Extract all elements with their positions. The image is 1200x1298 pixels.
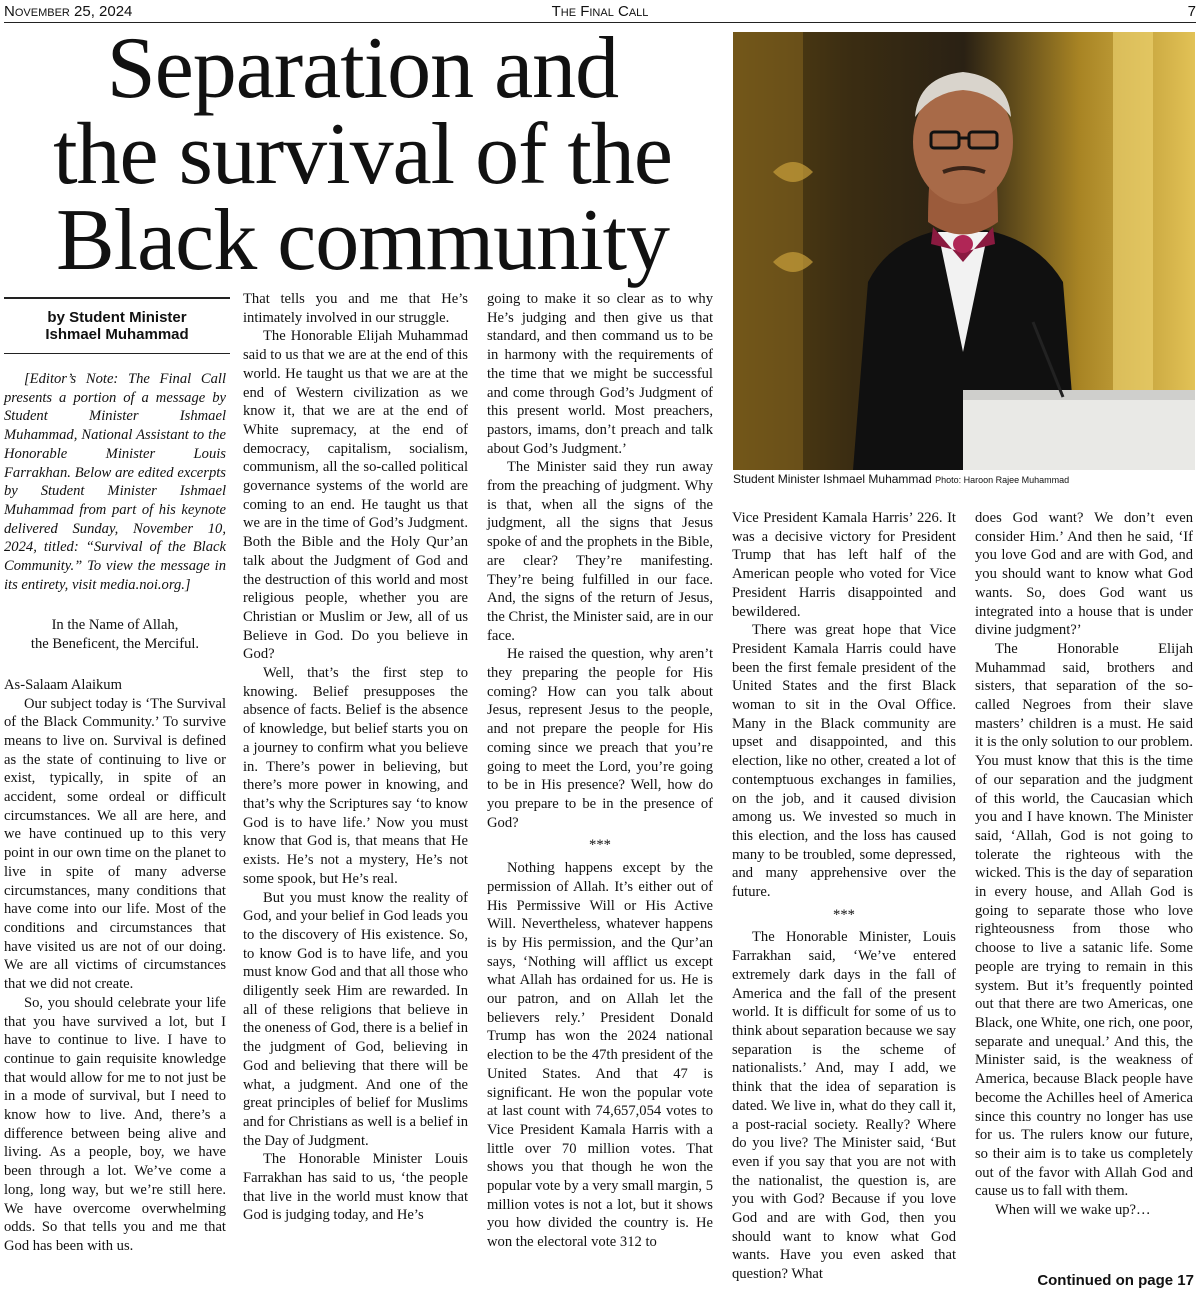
article-column-5 xyxy=(975,509,1193,1220)
article-column-3 xyxy=(487,290,713,1252)
paragraph: That tells you and me that He’s intimately involved in our struggle. xyxy=(243,291,468,326)
invocation-line-2: the Beneficent, the Merciful. xyxy=(30,636,200,653)
paragraph: going to make it so clear as to why He’s judging and then give us that standard, and then command us to be in harmony with the requirements of the time that we might be successful and come through God’s Judgment of this present world. Most preachers, pastors, imams, don’t preach and talk about God’s Judgment.’ xyxy=(487,291,713,457)
paragraph: The Honorable Minister, Louis Farrakhan said, ‘We’ve entered extremely dark days in the fall of America and the fall of the present world. It is difficult for some of us to think about separation because we say separation is the scheme of nationalists.’ And, may I add, we think that the idea of separation is dated. We live in, what do they call it, a post-racial society. Really? Where do you live? The Minister said, ‘But even if you say that you are not with the nationalist, the question is, are you with God? Because if you love God and are with God, then you should want to know what God wants. Have you even asked that question? What xyxy=(732,929,956,1283)
article-column-1 xyxy=(4,370,226,1256)
greeting: As-Salaam Alaikum xyxy=(4,676,122,693)
article-column-4 xyxy=(732,509,956,1284)
speaker-illustration xyxy=(733,32,1195,470)
headline-line-1: Separation and xyxy=(106,20,619,117)
paragraph: There was great hope that Vice President Kamala Harris could have been the first female president of the United States and the first Black woman to sit in the Oval Office. Many in the Black community are upset and disappointed, and this election, like no other, created a lot of contemptuous exchanges in families, on the job, and it caused division among us. We invested so much in this election, and the loss has caused many to be troubled, some depressed, and many apprehensive over the future. xyxy=(732,622,956,901)
paragraph: Our subject today is ‘The Survival of the Black Community.’ To survive means to live on. Survival is defined as the state of continuing to live or exist, typically, in spite of an accident, some ordeal or difficult circumstances. We all are here, and we have continued up to this very point in our own time on the planet to live in spite of many adverse circumstances, many conditions that have come into our life. Most of the conditions and circumstances that have visited us are not of our doing. We are all victims of circumstances that we did not create. xyxy=(4,695,226,993)
headline-line-3: Black community xyxy=(55,192,670,289)
speaker-photo xyxy=(733,32,1195,470)
paragraph: So, you should celebrate your life that you have survived a lot, but I have to continue to live. I have to continue to gain requisite knowledge that would allow for me to not just be in a mode of survival, but I need to know how to live. And, there’s a difference between being alive and living. As a people, boy, we have been through a lot. We’ve come a long, long way, but we’re still here. We have overcome overwhelming odds. So that tells you and me that God has been with us. xyxy=(4,994,226,1254)
paragraph: does God want? We don’t even consider Him.’ And then he said, ‘If you love God and are with God, and you should want to know what God wants. So, does God want us integrated into a house that is under divine judgment?’ xyxy=(975,510,1193,639)
editor-note: [Editor’s Note: The Final Call presents a portion of a message by Student Minister Ishmael Muhammad, National Assistant to the Honorable Minister Louis Farrakhan. Below are edited excerpts by Student Minister Ishmael Muhammad from part of his keynote delivered Sunday, November 10, 2024, titled: “Survival of the Black Community.” To view the message in its entirety, visit media.noi.org.] xyxy=(4,371,226,593)
headline-line-2: the survival of the xyxy=(53,106,672,203)
caption-text: Student Minister Ishmael Muhammad xyxy=(733,472,932,486)
byline-line-1: by Student Minister xyxy=(47,309,187,326)
photo-credit: Photo: Haroon Rajee Muhammad xyxy=(935,475,1070,485)
paragraph: But you must know the reality of God, and your belief in God leads you to the discovery of His existence. So, to know God is to have life, and you must know God and that all those who diligently seek Him are rewarded. In all of these religions that believe in the oneness of God, there is a belief in the judgment of God, believing in God and believing that there will be what, a judgment. And one of the great principles of belief for Muslims and for Christians as well is a belief in the Day of Judgment. xyxy=(243,889,468,1149)
paragraph: Nothing happens except by the permission of Allah. It’s either out of His Permissive Will or His Active Will. Nevertheless, whatever happens is by His permission, and the Qur’an says, ‘Nothing will afflict us except what Allah has ordained for us. He is our patron, and on Allah let the believers rely.’ President Donald Trump has won the 2024 national election to be the 47th president of the United States. And that 47 is significant. He won the popular vote at last count with 74,657,054 votes to Vice President Kamala Harris with a little over 70 million votes. That shows you that though he won the popular vote by a very small margin, 5 million votes is not a lot, but it shows you how divided the country is. He won the electoral vote 312 to xyxy=(487,860,713,1251)
paragraph: The Honorable Minister Louis Farrakhan has said to us, ‘the people that live in the world must know that God is judging today, and He’s xyxy=(243,1151,468,1224)
byline-line-2: Ishmael Muhammad xyxy=(45,326,189,343)
paragraph: Well, that’s the first step to knowing. Belief presupposes the absence of facts. Belief is the absence of knowledge, but belief starts you on a journey to confirm what you believe in. There’s power in believing, but there’s more power in knowing, and that’s why the Scriptures say ‘to know God is to have life.’ Now you must know that God is, that means that He exists. He’s not a mystery, He’s not some spook, but He’s real. xyxy=(243,665,468,887)
paragraph: He raised the question, why aren’t they preparing the people for His coming? How can you talk about Jesus, represent Jesus to the people, and not prepare the people for His coming since we preach that you’re going to meet the Lord, you’re going to be in His presence? Well, how do you prepare to be in the presence of God? xyxy=(487,646,713,831)
paragraph: The Honorable Elijah Muhammad said to us that we are at the end of this world. He taught us that we are at the end of Western civilization as we know it, that we are at the end of White supremacy, at the end of democracy, capitalism, socialism, communism, all the so-called political governance systems of the world are coming to an end. He taught us that we are in the time of God’s Judgment. Both the Bible and the Holy Qur’an talk about the Judgment of God and the destruction of this world and most religious people, whether you are Christian or Muslim or Jew, all of us Believe in God. Do you believe in God? xyxy=(243,328,468,663)
publication-name: The Final Call xyxy=(551,2,649,20)
page-number: 7 xyxy=(1187,2,1196,20)
paragraph: The Minister said they run away from the preaching of judgment. Why is that, when all the signs of the judgment, all the signs that Jesus spoke of and the prophets in the Bible, are clear? They’re manifesting. They’re being fulfilled in our face. And, the signs of the return of Jesus, the Christ, the Minister said, are in our face. xyxy=(487,459,713,644)
article-byline xyxy=(4,297,230,354)
article-headline xyxy=(0,20,725,289)
paragraph: Vice President Kamala Harris’ 226. It was a decisive victory for President Trump that has left half of the American people who voted for Vice President Harris disappointed and bewildered. xyxy=(732,510,956,620)
paragraph: When will we wake up?… xyxy=(995,1202,1151,1219)
photo-caption xyxy=(733,472,1195,486)
invocation-line-1: In the Name of Allah, xyxy=(51,617,179,634)
section-break: *** xyxy=(833,906,855,923)
paragraph: The Honorable Elijah Muhammad said, brothers and sisters, that separation of the so-called Negroes from their slave masters’ children is a must. He said it is the only solution to our problem. You must know that this is the time of our separation and the judgment of this world, the Caucasian which you and I have known. The Minister said, ‘Allah, God is not going to tolerate the righteous with the wicked. This is the day of separation in every house, and Allah God is going to separate those who love righteousness from those who choose to live a satanic life. Some people are trying to remain in this system. But it’s frequently pointed out that there are two Americas, one Black, one White, one rich, one poor, separate and unequal.’ And this, the Minister said, is the weakness of America, because Black people have become the Achilles heel of America since this country no longer has use for us. The rulers know our future, so their aim is to take us completely out of the favor with Allah God and cause us to fall with them. xyxy=(975,640,1193,1200)
issue-date: November 25, 2024 xyxy=(4,2,133,20)
continued-on-page-link[interactable]: Continued on page 17 xyxy=(1037,1272,1194,1289)
article-column-2 xyxy=(243,290,468,1225)
section-break: *** xyxy=(589,837,611,854)
